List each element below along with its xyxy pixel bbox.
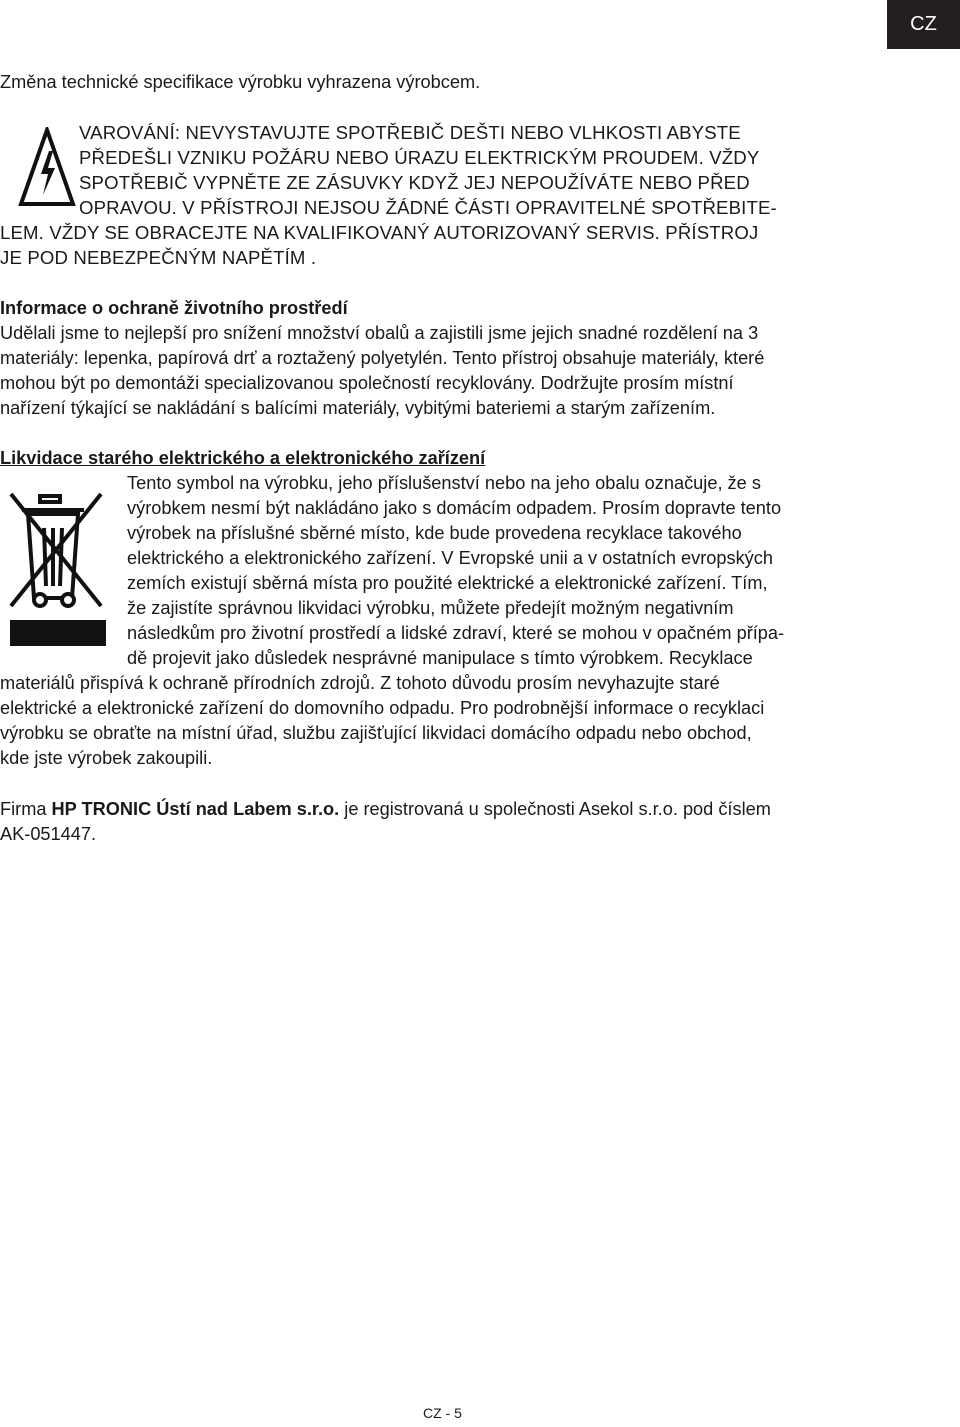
disposal-text-line: elektrické a elektronické zařízení do domovního odpadu. Pro podrobnější informace o recyklaci (0, 698, 765, 718)
warning-line: JE POD NEBEZPEČNÝM NAPĚTÍM . (0, 247, 317, 268)
page-number: CZ - 5 (423, 1405, 462, 1421)
registration-suffix: je registrovaná u společnosti Asekol s.r.o. pod číslem (339, 799, 771, 819)
disposal-text-line: výrobkem nesmí být nakládáno jako s domácím odpadem. Prosím dopravte tento (127, 498, 782, 518)
environment-text-line: Udělali jsme to nejlepší pro snížení množství obalů a zajistili jsme jejich snadné rozdělení na 3 (0, 323, 759, 343)
warning-line: LEM. VŽDY SE OBRACEJTE NA KVALIFIKOVANÝ AUTORIZOVANÝ SERVIS. PŘÍSTROJ (0, 222, 759, 243)
disposal-text-line: materiálů přispívá k ochraně přírodních zdrojů. Z tohoto důvodu prosím nevyhazujte staré (0, 673, 720, 693)
disposal-text-line: zemích existují sběrná místa pro použité elektrické a elektronické zařízení. Tím, (127, 573, 768, 593)
environment-text-line: materiály: lepenka, papírová drť a roztažený polyetylén. Tento přístroj obsahuje materiály, které (0, 348, 765, 368)
warning-line: SPOTŘEBIČ VYPNĚTE ZE ZÁSUVKY KDYŽ JEJ NEPOUŽÍVÁTE NEBO PŘED (79, 172, 750, 193)
language-badge: CZ (887, 0, 960, 49)
disposal-text-line: dě projevit jako důsledek nesprávné manipulace s tímto výrobkem. Recyklace (127, 648, 753, 668)
warning-line: PŘEDEŠLI VZNIKU POŽÁRU NEBO ÚRAZU ELEKTRICKÝM PROUDEM. VŽDY (79, 147, 760, 168)
disposal-text-line: výrobek na příslušné sběrné místo, kde bude provedena recyklace takového (127, 523, 742, 543)
disposal-text-line: elektrického a elektronického zařízení. V Evropské unii a v ostatních evropských (127, 548, 773, 568)
environment-title: Informace o ochraně životního prostředí (0, 298, 348, 318)
registration-line (0, 797, 771, 822)
company-name: HP TRONIC Ústí nad Labem s.r.o. (51, 799, 340, 819)
disposal-text-line: následkům pro životní prostředí a lidské zdraví, které se mohou v opačném přípa- (127, 623, 785, 643)
warning-line: OPRAVOU. V PŘÍSTROJI NEJSOU ŽÁDNÉ ČÁSTI OPRAVITELNÉ SPOTŘEBITE- (79, 197, 777, 218)
disposal-text-line: kde jste výrobek zakoupili. (0, 748, 213, 768)
disposal-text-line: výrobku se obraťte na místní úřad, službu zajišťující likvidaci domácího odpadu nebo obchod, (0, 723, 752, 743)
disposal-text-line: Tento symbol na výrobku, jeho příslušenství nebo na jeho obalu označuje, že s (127, 473, 761, 493)
registration-prefix: Firma (0, 799, 52, 819)
disposal-text-line: že zajistíte správnou likvidaci výrobku, můžete předejít možným negativním (127, 598, 734, 618)
registration-number: AK-051447. (0, 824, 97, 844)
spec-change-notice: Změna technické specifikace výrobku vyhrazena výrobcem. (0, 72, 481, 92)
warning-line: VAROVÁNÍ: NEVYSTAVUJTE SPOTŘEBIČ DEŠTI NEBO VLHKOSTI ABYSTE (79, 122, 741, 143)
crossed-out-wheelie-bin-icon (6, 488, 106, 648)
disposal-title: Likvidace starého elektrického a elektronického zařízení (0, 448, 486, 468)
environment-text-line: nařízení týkající se nakládání s balícími materiály, vybitými bateriemi a starým zařízením. (0, 398, 716, 418)
electric-shock-warning-icon (18, 127, 76, 207)
environment-text-line: mohou být po demontáži specializovanou společností recyklovány. Dodržujte prosím místní (0, 373, 734, 393)
